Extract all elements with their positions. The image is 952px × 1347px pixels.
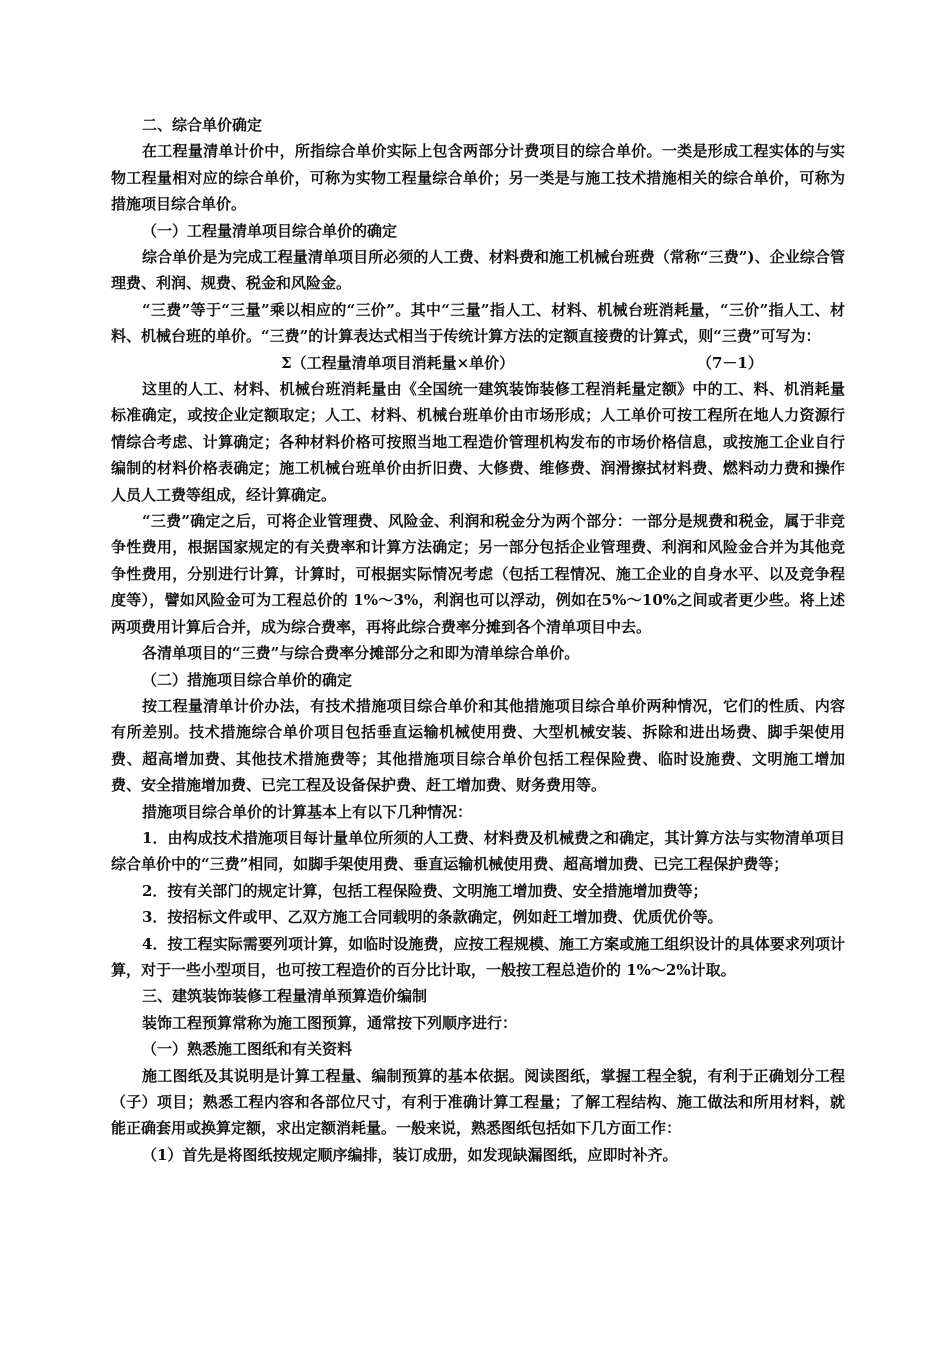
body-paragraph: 施工图纸及其说明是计算工程量、编制预算的基本依据。阅读图纸，掌握工程全貌，有利于正确划分工程（子）项目；熟悉工程内容和各部位尺寸，有利于准确计算工程量；了解工程结构、施工做法和所用材料，就能正确套用或换算定额，求出定额消耗量。一般来说，熟悉图纸包括如下几方面工作：	[111, 1066, 845, 1138]
formula-expression: Σ（工程量清单项目消耗量×单价）	[281, 353, 515, 372]
formula-number: （7－1）	[697, 353, 763, 372]
body-paragraph: 在工程量清单计价中，所指综合单价实际上包含两部分计费项目的综合单价。一类是形成工程实体的与实物工程量相对应的综合单价，可称为实物工程量综合单价；另一类是与施工技术措施相关的综合单价，可称为措施项目综合单价。	[111, 142, 845, 214]
section-heading: 二、综合单价确定	[142, 116, 263, 134]
section-heading: 三、建筑装饰装修工程量清单预算造价编制	[142, 987, 428, 1006]
list-item: 3．按招标文件或甲、乙双方施工合同载明的条款确定，例如赶工增加费、优质优价等。	[142, 908, 723, 927]
body-paragraph: “三费”等于“三量”乘以相应的“三价”。其中“三量”指人工、材料、机械台班消耗量，“三价”指人工、材料、机械台班的单价。“三费”的计算表达式相当于传统计算方法的定额直接费的计算式，则“三费”可写为：	[111, 300, 845, 346]
body-paragraph: 措施项目综合单价的计算基本上有以下几种情况：	[142, 802, 473, 821]
subsection-heading: （一）工程量清单项目综合单价的确定	[142, 221, 398, 240]
list-item: 2．按有关部门的规定计算，包括工程保险费、文明施工增加费、安全措施增加费等；	[142, 881, 708, 900]
formula-line	[111, 350, 845, 376]
body-paragraph: 这里的人工、材料、机械台班消耗量由《全国统一建筑装饰装修工程消耗量定额》中的工、料、机消耗量标准确定，或按企业定额取定；人工、材料、机械台班单价由市场形成；人工单价可按工程所在地人力资源行情综合考虑、计算确定；各种材料价格可按照当地工程造价管理机构发布的市场价格信息，或按施工企业自行编制的材料价格表确定；施工机械台班单价由折旧费、大修费、维修费、润滑擦拭材料费、燃料动力费和操作人员人工费等组成，经计算确定。	[111, 380, 845, 504]
body-paragraph: 装饰工程预算常称为施工图预算，通常按下列顺序进行：	[142, 1013, 518, 1032]
document-page	[111, 112, 845, 1168]
body-paragraph: 各清单项目的“三费”与综合费率分摊部分之和即为清单综合单价。	[142, 644, 580, 663]
body-paragraph: 综合单价是为完成工程量清单项目所必须的人工费、材料费和施工机械台班费（常称“三费”)、企业综合管理费、利润、规费、税金和风险金。	[111, 248, 845, 293]
body-paragraph: 按工程量清单计价办法，有技术措施项目综合单价和其他措施项目综合单价两种情况，它们的性质、内容有所差别。技术措施综合单价项目包括垂直运输机械使用费、大型机械安装、拆除和进出场费、脚手架使用费、超高增加费、其他技术措施费等；其他措施项目综合单价包括工程保险费、临时设施费、文明施工增加费、安全措施增加费、已完工程及设备保护费、赶工增加费、财务费用等。	[111, 696, 845, 795]
subsection-heading: （一）熟悉施工图纸和有关资料	[142, 1040, 353, 1059]
body-paragraph: “三费”确定之后，可将企业管理费、风险金、利润和税金分为两个部分：一部分是规费和税金，属于非竞争性费用，根据国家规定的有关费率和计算方法确定；另一部分包括企业管理费、利润和风险金合并为其他竞争性费用，分别进行计算，计算时，可根据实际情况考虑（包括工程情况、施工企业的自身水平、以及竞争程度等），譬如风险金可为工程总价的 1%～3%，利润也可以浮动，例如在5%～10%之间或者更少些。将上述两项费用计算后合并，成为综合费率，再将此综合费率分摊到各个清单项目中去。	[111, 512, 845, 636]
subsection-heading: （二）措施项目综合单价的确定	[142, 670, 353, 689]
list-item: 4．按工程实际需要列项计算，如临时设施费，应按工程规模、施工方案或施工组织设计的具体要求列项计算，对于一些小型项目，也可按工程造价的百分比计取，一般按工程总造价的 1%～2%计取。	[111, 934, 845, 979]
list-item: （1）首先是将图纸按规定顺序编排，装订成册，如发现缺漏图纸，应即时补齐。	[142, 1145, 678, 1164]
list-item: 1．由构成技术措施项目每计量单位所须的人工费、材料费及机械费之和确定，其计算方法与实物清单项目综合单价中的“三费”相同，如脚手架使用费、垂直运输机械使用费、超高增加费、已完工程保护费等；	[111, 828, 845, 874]
